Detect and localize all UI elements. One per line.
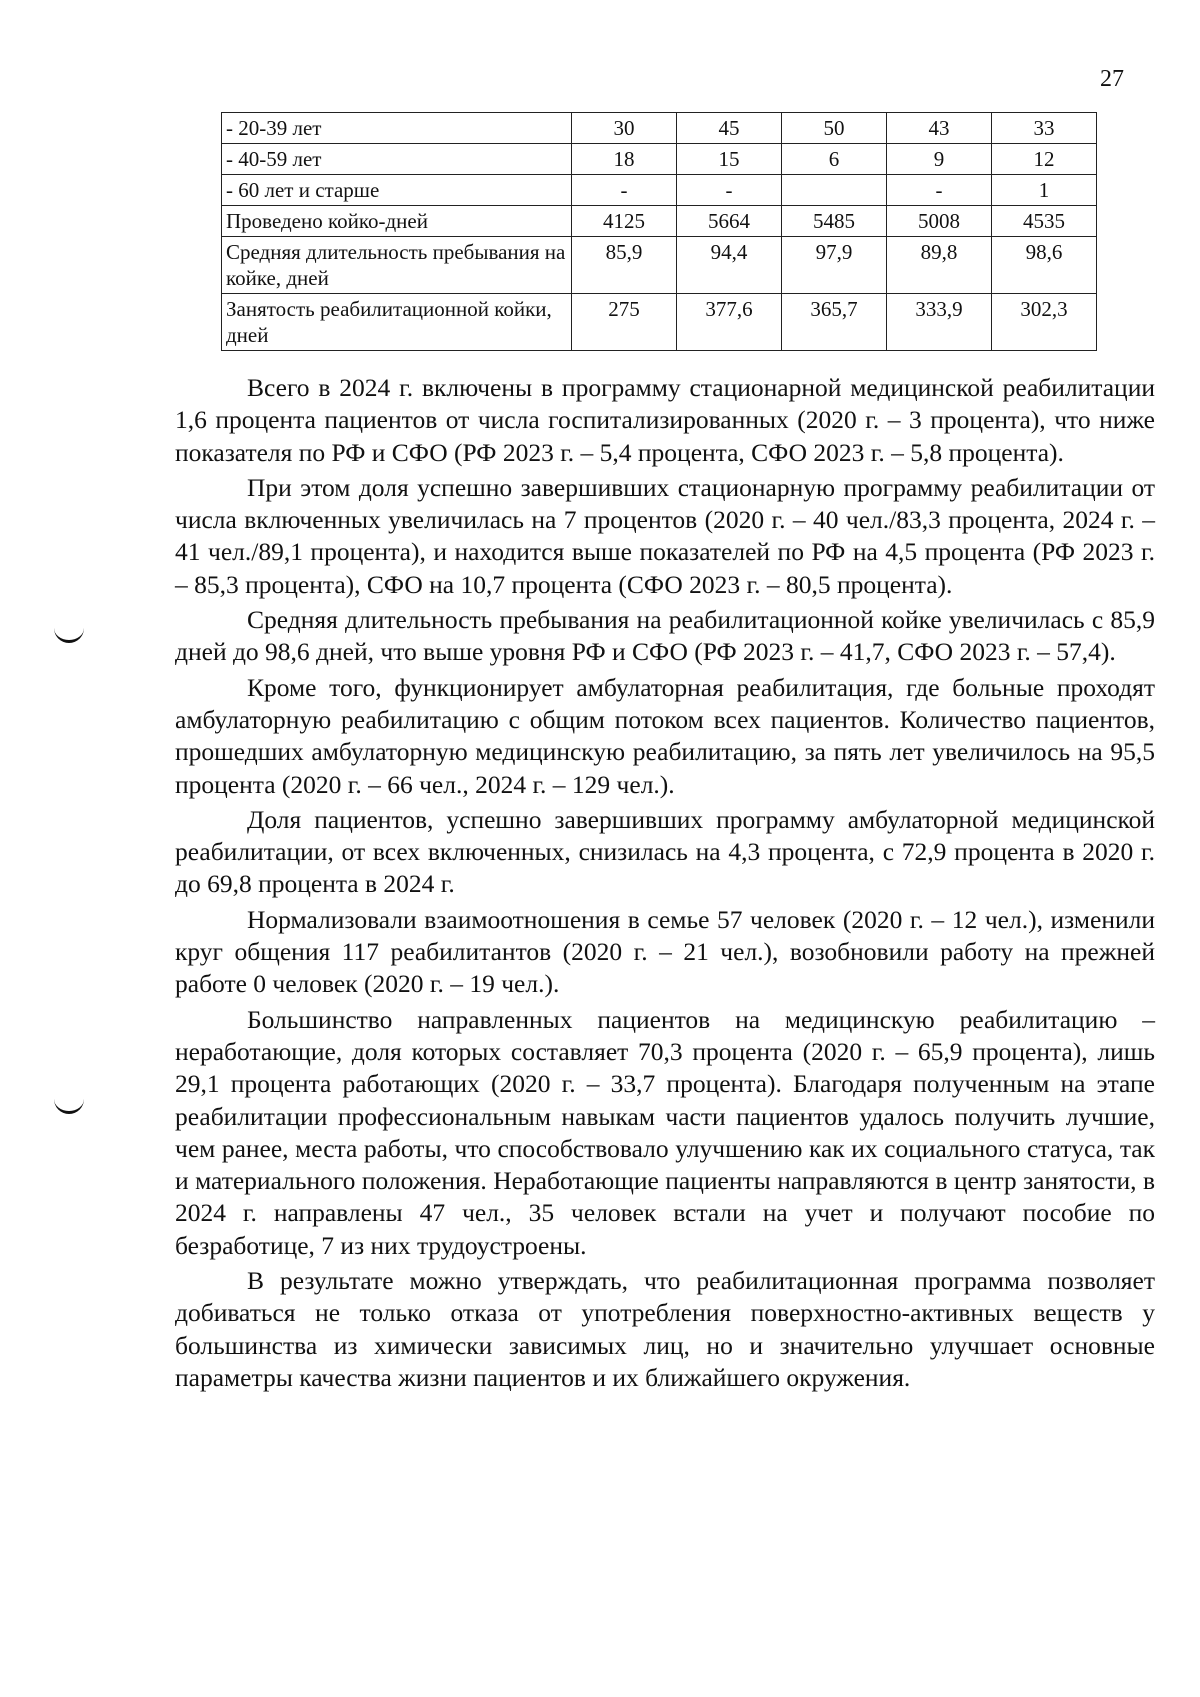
table-row xyxy=(222,113,1097,144)
table-row xyxy=(222,175,1097,206)
table-cell: 85,9 xyxy=(572,237,677,294)
row-label: - 60 лет и старше xyxy=(222,175,572,206)
table-cell: 5485 xyxy=(782,206,887,237)
table-cell: 15 xyxy=(677,144,782,175)
body-text xyxy=(175,372,1155,1397)
table-cell: - xyxy=(677,175,782,206)
paragraph: Средняя длительность пребывания на реабилитационной койке увеличилась с 85,9 дней до 98,6 дней, что выше уровня РФ и СФО (РФ 2023 г. – 41,7, СФО 2023 г. – 57,4). xyxy=(175,605,1155,667)
table-cell: 302,3 xyxy=(992,294,1097,351)
table-cell: 33 xyxy=(992,113,1097,144)
table-cell: 4125 xyxy=(572,206,677,237)
table-cell: 45 xyxy=(677,113,782,144)
paragraph: В результате можно утверждать, что реабилитационная программа позволяет добиваться не только отказа от употребления поверхностно-активных веществ у большинства из химически зависимых лиц, но и значительно улучшает основные параметры качества жизни пациентов и их ближайшего окружения. xyxy=(175,1266,1155,1392)
table-row xyxy=(222,206,1097,237)
row-label: Занятость реабилитационной койки, дней xyxy=(222,294,572,351)
table-cell: 333,9 xyxy=(887,294,992,351)
paragraph: Кроме того, функционирует амбулаторная реабилитация, где больные проходят амбулаторную реабилитацию с общим потоком всех пациентов. Количество пациентов, прошедших амбулаторную медицинскую реабилитацию, за пять лет увеличилось на 95,5 процента (2020 г. – 66 чел., 2024 г. – 129 чел.). xyxy=(175,672,1155,799)
table-row xyxy=(222,237,1097,294)
table-cell: 43 xyxy=(887,113,992,144)
table-cell: 377,6 xyxy=(677,294,782,351)
row-label: Средняя длительность пребывания на койке, дней xyxy=(222,237,572,294)
table-row xyxy=(222,144,1097,175)
table-cell: 4535 xyxy=(992,206,1097,237)
table-cell: 98,6 xyxy=(992,237,1097,294)
paragraph: Нормализовали взаимоотношения в семье 57 человек (2020 г. – 12 чел.), изменили круг общения 117 реабилитантов (2020 г. – 21 чел.), возобновили работу на прежней работе 0 человек (2020 г. – 19 чел.). xyxy=(175,904,1155,999)
table-cell: - xyxy=(887,175,992,206)
row-label: - 40-59 лет xyxy=(222,144,572,175)
page-number: 27 xyxy=(1100,66,1124,92)
row-label: - 20-39 лет xyxy=(222,113,572,144)
table-cell: 94,4 xyxy=(677,237,782,294)
table-cell: 50 xyxy=(782,113,887,144)
table-cell xyxy=(782,175,887,206)
table-cell: 89,8 xyxy=(887,237,992,294)
row-label: Проведено койко-дней xyxy=(222,206,572,237)
table-cell: 5664 xyxy=(677,206,782,237)
paragraph: Доля пациентов, успешно завершивших программу амбулаторной медицинской реабилитации, от всех включенных, снизилась на 4,3 процента, с 72,9 процента в 2020 г. до 69,8 процента в 2024 г. xyxy=(175,804,1155,899)
table-cell: 97,9 xyxy=(782,237,887,294)
paragraph: Всего в 2024 г. включены в программу стационарной медицинской реабилитации 1,6 процента пациентов от числа госпитализированных (2020 г. – 3 процента), что ниже показателя по РФ и СФО (РФ 2023 г. – 5,4 процента, СФО 2023 г. – 5,8 процента). xyxy=(175,373,1155,467)
table-cell: 12 xyxy=(992,144,1097,175)
table-cell: 1 xyxy=(992,175,1097,206)
table-cell: 365,7 xyxy=(782,294,887,351)
statistics-table xyxy=(221,112,1097,351)
margin-mark xyxy=(54,1097,84,1114)
margin-mark xyxy=(54,626,84,643)
table-cell: 18 xyxy=(572,144,677,175)
table-cell: 30 xyxy=(572,113,677,144)
paragraph: При этом доля успешно завершивших стационарную программу реабилитации от числа включенных увеличилась на 7 процентов (2020 г. – 40 чел./83,3 процента, 2024 г. – 41 чел./89,1 процента), и находится выше показателей по РФ на 4,5 процента (РФ 2023 г. – 85,3 процента), СФО на 10,7 процента (СФО 2023 г. – 80,5 процента). xyxy=(175,472,1155,599)
table-cell: 5008 xyxy=(887,206,992,237)
table-cell: - xyxy=(572,175,677,206)
table-row xyxy=(222,294,1097,351)
table-cell: 6 xyxy=(782,144,887,175)
table-cell: 275 xyxy=(572,294,677,351)
paragraph: Большинство направленных пациентов на медицинскую реабилитацию – неработающие, доля которых составляет 70,3 процента (2020 г. – 65,9 процента), лишь 29,1 процента работающих (2020 г. – 33,7 процента). Благодаря полученным на этапе реабилитации профессиональным навыкам части пациентов удалось получить лучшие, чем ранее, места работы, что способствовало улучшению как их социального статуса, так и материального положения. Неработающие пациенты направляются в центр занятости, в 2024 г. направлены 47 чел., 35 человек встали на учет и получают пособие по безработице, 7 из них трудоустроены. xyxy=(175,1004,1155,1260)
table-cell: 9 xyxy=(887,144,992,175)
